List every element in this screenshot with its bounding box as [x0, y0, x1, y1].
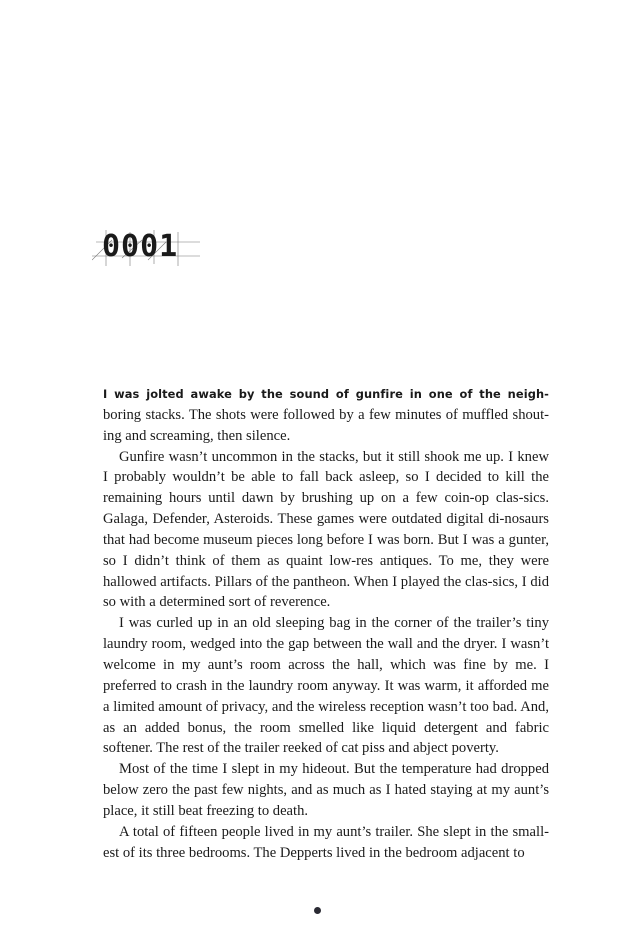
paragraph: Most of the time I slept in my hideout. But the temperature had dropped below zero the past few nights, and as much as I hated staying at my aunt’s place, it still beat freezing to death.: [103, 761, 549, 819]
page-marker-dot-icon: [314, 907, 321, 914]
paragraph: I was curled up in an old sleeping bag in the corner of the trailer’s tiny laundry room, wedged into the gap between the wall and the dryer. I wasn’t welcome in my aunt’s room across the hall, which was fine by me. I preferred to crash in the laundry room anyway. It was warm, it afforded me a limited amount of privacy, and the wireless reception wasn’t too bad. And, as an added bonus, the room smelled like liquid detergent and fabric softener. The rest of the trailer reeked of cat piss and abject poverty.: [103, 615, 549, 757]
paragraph-text: boring stacks. The shots were followed by a few minutes of muffled shout-ing and screaming, then silence.: [103, 406, 549, 444]
paragraph-lead-in: I was jolted awake by the sound of gunfire in one of the neigh-: [103, 387, 549, 401]
chapter-body: [103, 384, 549, 863]
paragraph: Gunfire wasn’t uncommon in the stacks, but it still shook me up. I knew I probably wouldn’t be able to fall back asleep, so I decided to kill the remaining hours until dawn by brushing up on a few coin-op clas-sics. Galaga, Defender, Asteroids. These games were outdated digital di-nosaurs that had become museum pieces long before I was born. But I was a gunter, so I didn’t think of them as quaint low-res antiques. To me, they were hallowed artifacts. Pillars of the pantheon. When I played the clas-sics, I did so with a determined sort of reverence.: [103, 448, 549, 611]
chapter-number: 0001: [102, 229, 179, 264]
paragraph: [103, 384, 549, 447]
chapter-heading: [92, 228, 212, 268]
paragraph: A total of fifteen people lived in my aunt’s trailer. She slept in the small-est of its three bedrooms. The Depperts lived in the bedroom adjacent to: [103, 823, 549, 861]
